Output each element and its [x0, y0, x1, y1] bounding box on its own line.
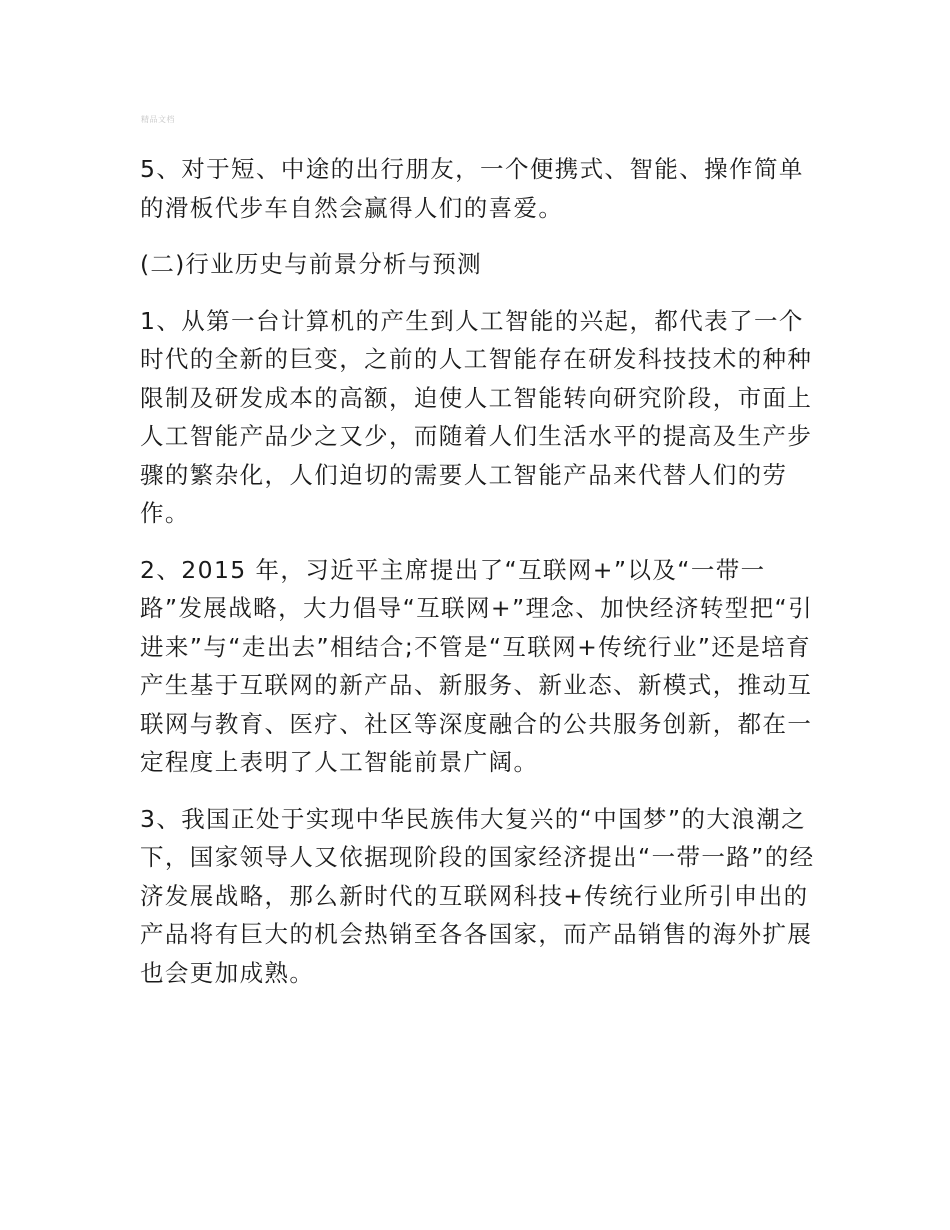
paragraph-5: 5、对于短、中途的出行朋友，一个便携式、智能、操作简单的滑板代步车自然会赢得人们的喜爱。 [140, 155, 804, 222]
header-watermark: 精品文档 [141, 115, 175, 124]
document-body [140, 150, 815, 1010]
paragraph-1: 1、从第一台计算机的产生到人工智能的兴起，都代表了一个时代的全新的巨变，之前的人工智能存在研发科技技术的种种限制及研发成本的高额，迫使人工智能转向研究阶段，市面上人工智能产品少之又少，而随着人们生活水平的提高及生产步骤的繁杂化，人们迫切的需要人工智能产品来代替人们的劳作。 [140, 306, 813, 527]
paragraph-3: 3、我国正处于实现中华民族伟大复兴的“中国梦”的大浪潮之下，国家领导人又依据现阶段的国家经济提出“一带一路”的经济发展战略，那么新时代的互联网科技+传统行业所引申出的产品将有巨大的机会热销至各各国家，而产品销售的海外扩展也会更加成熟。 [140, 804, 815, 987]
section-heading: (二)行业历史与前景分析与预测 [140, 250, 482, 278]
paragraph-2: 2、2015 年，习近平主席提出了“互联网+”以及“一带一路”发展战略，大力倡导“互联网+”理念、加快经济转型把“引进来”与“走出去”相结合;不管是“互联网+传统行业”还是培育产生基于互联网的新产品、新服务、新业态、新模式，推动互联网与教育、医疗、社区等深度融合的公共服务创新，都在一定程度上表明了人工智能前景广阔。 [140, 555, 813, 776]
